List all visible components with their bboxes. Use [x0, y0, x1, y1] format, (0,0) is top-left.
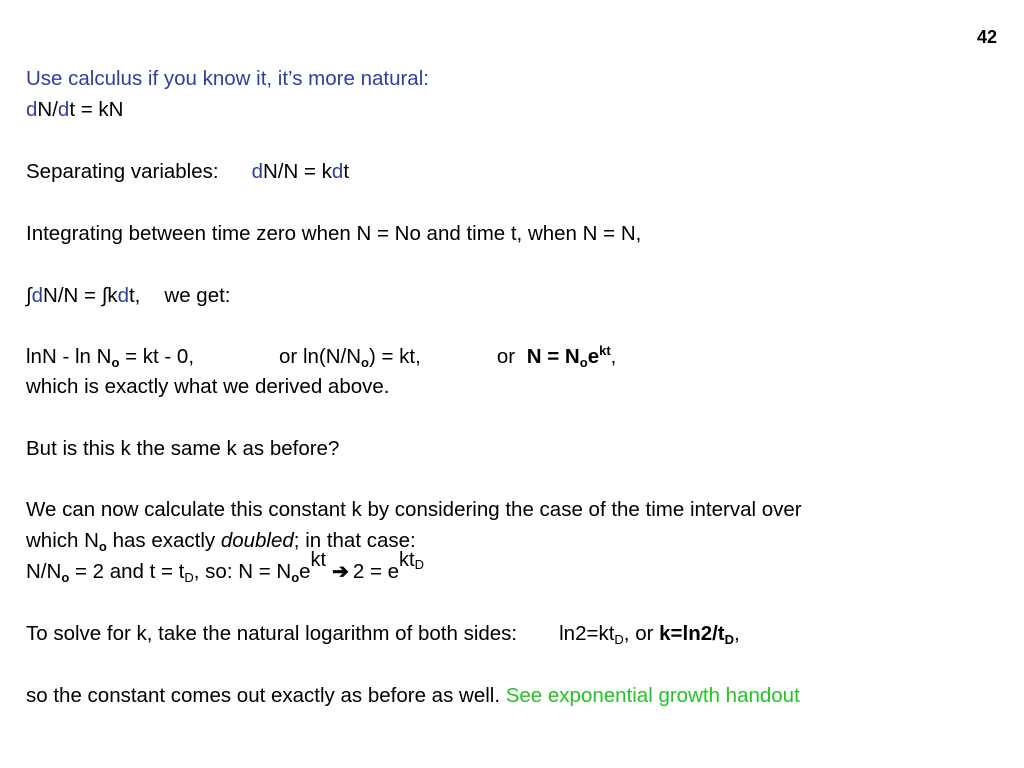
- integral-line: [26, 284, 231, 308]
- derived-line: which is exactly what we derived above.: [26, 375, 390, 398]
- eq-rest: t = kN: [69, 98, 124, 121]
- conclusion-text: so the constant comes out exactly as before as well.: [26, 684, 506, 707]
- doubling-equation-line: [26, 549, 424, 585]
- intro-line: Use calculus if you know it, it’s more natural:: [26, 67, 429, 90]
- log-b: or ln(N/N: [279, 345, 362, 368]
- result-comma: ,: [610, 345, 617, 368]
- eq-n: N/: [37, 98, 58, 121]
- sub-o: o: [61, 570, 70, 585]
- right-arrow-icon: ➔: [332, 561, 349, 583]
- sep-t: t: [343, 160, 350, 183]
- d-symbol: d: [117, 284, 129, 307]
- we-get: we get:: [164, 284, 231, 307]
- sub-o: o: [579, 355, 588, 370]
- separating-variables-line: [26, 160, 349, 184]
- doubled-a: which N: [26, 529, 99, 552]
- integral-k: k: [107, 284, 118, 307]
- k-formula: k=ln2/t: [659, 622, 725, 645]
- d-symbol: d: [57, 98, 70, 121]
- separating-label: Separating variables:: [26, 160, 219, 183]
- sub-d: D: [184, 570, 194, 585]
- sub-d: D: [614, 632, 624, 647]
- conclusion-line: [26, 684, 800, 708]
- log-result-line: [26, 345, 616, 369]
- sub-d: D: [414, 557, 424, 572]
- solve-a: To solve for k, take the natural logarithm of both sides:: [26, 622, 518, 645]
- log-a-rest: = kt - 0,: [119, 345, 195, 368]
- log-b-rest: ) = kt,: [368, 345, 421, 368]
- handout-link[interactable]: See exponential growth handout: [505, 684, 800, 707]
- log-or: or: [496, 345, 521, 368]
- doubled-line: [26, 529, 416, 553]
- solve-line: [26, 622, 740, 646]
- d-symbol: d: [251, 160, 263, 183]
- solve-b: ln2=kt: [559, 622, 615, 645]
- dbl-a: N/N: [26, 560, 62, 583]
- doubled-italic: doubled: [220, 529, 294, 552]
- integral-symbol: ∫: [101, 284, 108, 307]
- sub-o: o: [98, 539, 107, 554]
- d-symbol: d: [26, 98, 38, 121]
- page-number: 42: [976, 27, 997, 47]
- integral-t: t,: [128, 284, 141, 307]
- calculate-line: We can now calculate this constant k by considering the case of the time interval over: [26, 498, 802, 521]
- sup-kt: kt: [599, 343, 611, 358]
- solve-bold: [659, 622, 734, 645]
- d-symbol: d: [31, 284, 44, 307]
- dbl-c: , so: N = N: [193, 560, 292, 583]
- sub-o: o: [291, 570, 300, 585]
- sup-kt-text: kt: [399, 549, 415, 571]
- integral-mid: N/N =: [43, 284, 102, 307]
- solve-c: , or: [623, 622, 660, 645]
- dbl-e: e: [299, 560, 311, 583]
- integrating-line: Integrating between time zero when N = No and time t, when N = N,: [26, 222, 642, 245]
- integral-symbol: ∫: [26, 284, 32, 307]
- sup-kt: kt: [310, 549, 327, 571]
- doubled-c: ; in that case:: [293, 529, 416, 552]
- sep-mid: N/N = k: [263, 160, 332, 183]
- result-n: N = N: [526, 345, 580, 368]
- solve-end: ,: [734, 622, 740, 645]
- sub-o: o: [361, 355, 369, 370]
- result-bold: [527, 345, 611, 368]
- sup-kt: [399, 549, 424, 571]
- doubled-b: has exactly: [106, 529, 221, 552]
- question-line: But is this k the same k as before?: [26, 437, 340, 460]
- log-a: lnN - ln N: [26, 345, 112, 368]
- sub-d: D: [724, 632, 735, 647]
- differential-equation: [26, 98, 123, 122]
- result-e: e: [587, 345, 600, 368]
- dbl-d: 2 = e: [352, 560, 400, 583]
- d-symbol: d: [331, 160, 344, 183]
- sub-o: o: [111, 355, 120, 370]
- dbl-b: = 2 and t = t: [69, 560, 185, 583]
